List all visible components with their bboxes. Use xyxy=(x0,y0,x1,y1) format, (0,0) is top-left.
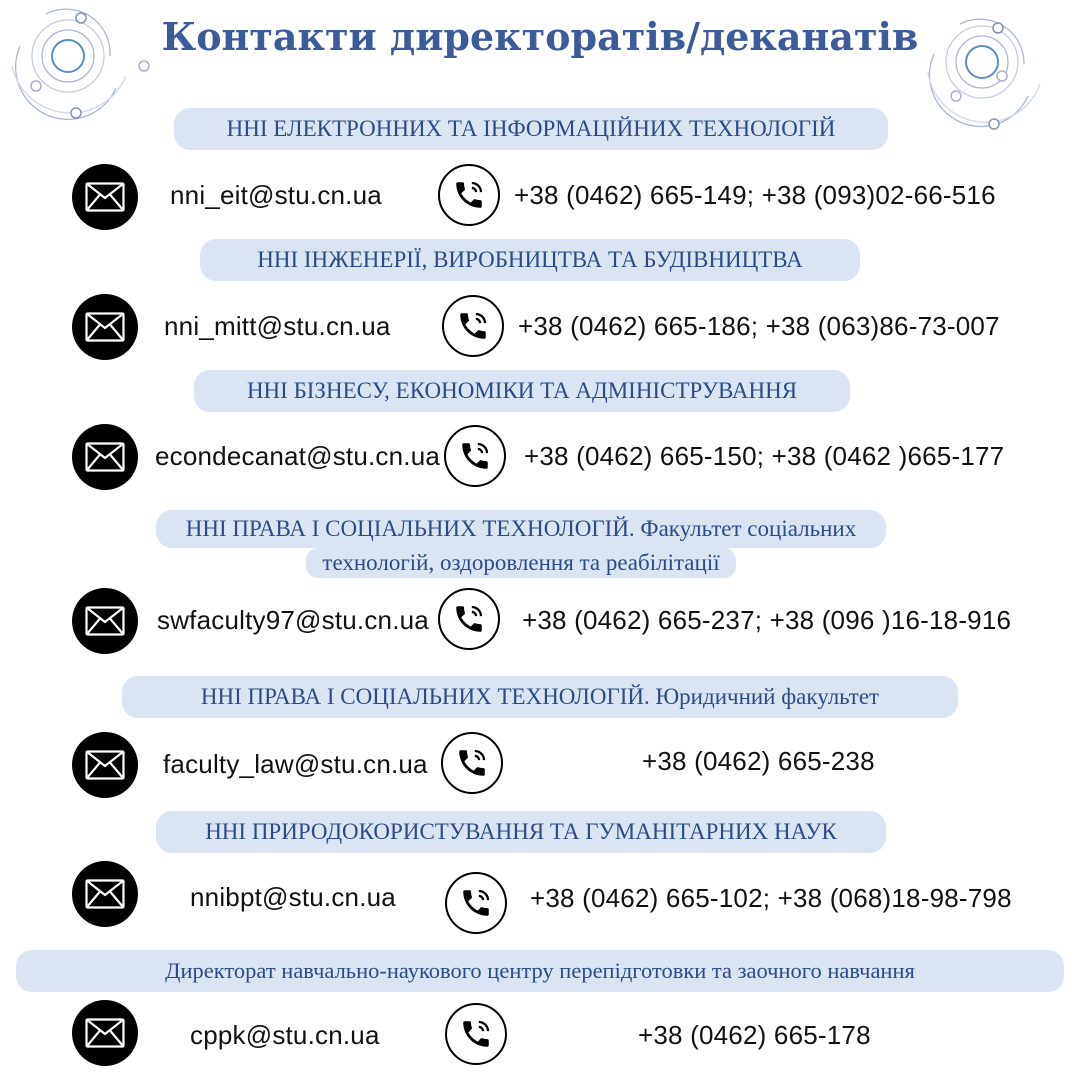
phone-call-icon[interactable] xyxy=(444,425,506,487)
unit-heading-line-2: технологій, оздоровлення та реабілітації xyxy=(306,548,735,578)
phone-call-icon[interactable] xyxy=(442,295,504,357)
unit-heading-law: ННІ ПРАВА І СОЦІАЛЬНИХ ТЕХНОЛОГІЙ. Юридичний факультет xyxy=(122,676,958,718)
envelope-icon xyxy=(72,294,138,360)
phone-call-icon[interactable] xyxy=(438,588,500,650)
unit-heading-retraining-center: Директорат навчально-наукового центру перепідготовки та заочного навчання xyxy=(16,950,1064,992)
envelope-icon xyxy=(72,732,138,798)
phone-numbers: +38 (0462) 665-238 xyxy=(642,746,875,776)
unit-heading-nature-humanities: ННІ ПРИРОДОКОРИСТУВАННЯ ТА ГУМАНІТАРНИХ НАУК xyxy=(156,811,886,853)
phone-numbers: +38 (0462) 665-178 xyxy=(638,1020,871,1050)
email-link[interactable]: nni_eit@stu.cn.ua xyxy=(170,180,382,210)
phone-numbers: +38 (0462) 665-186; +38 (063)86-73-007 xyxy=(518,311,1000,341)
email-link[interactable]: econdecanat@stu.cn.ua xyxy=(155,441,441,471)
phone-call-icon[interactable] xyxy=(438,164,500,226)
unit-heading-line-1: ННІ ПРАВА І СОЦІАЛЬНИХ ТЕХНОЛОГІЙ. Факультет соціальних xyxy=(156,510,886,548)
envelope-icon xyxy=(72,588,138,654)
unit-heading-business: ННІ БІЗНЕСУ, ЕКОНОМІКИ ТА АДМІНІСТРУВАННЯ xyxy=(194,370,850,412)
envelope-icon xyxy=(72,1000,138,1066)
envelope-icon xyxy=(72,424,138,490)
email-link[interactable]: faculty_law@stu.cn.ua xyxy=(163,749,428,779)
email-link[interactable]: cppk@stu.cn.ua xyxy=(190,1020,380,1050)
envelope-icon xyxy=(72,164,138,230)
phone-numbers: +38 (0462) 665-102; +38 (068)18-98-798 xyxy=(530,883,1012,913)
phone-call-icon[interactable] xyxy=(445,1003,507,1065)
email-link[interactable]: swfaculty97@stu.cn.ua xyxy=(157,605,429,635)
envelope-icon xyxy=(72,861,138,927)
unit-heading-social-tech xyxy=(156,510,886,578)
email-link[interactable]: nni_mitt@stu.cn.ua xyxy=(164,311,391,341)
email-link[interactable]: nnibpt@stu.cn.ua xyxy=(190,882,396,912)
phone-numbers: +38 (0462) 665-237; +38 (096 )16-18-916 xyxy=(522,605,1012,635)
unit-heading-eit: ННІ ЕЛЕКТРОННИХ ТА ІНФОРМАЦІЙНИХ ТЕХНОЛОГІЙ xyxy=(174,108,888,150)
page-title: Контакти директоратів/деканатів xyxy=(161,14,919,59)
phone-call-icon[interactable] xyxy=(441,732,503,794)
phone-call-icon[interactable] xyxy=(445,872,507,934)
unit-heading-mitt: ННІ ІНЖЕНЕРІЇ, ВИРОБНИЦТВА ТА БУДІВНИЦТВА xyxy=(200,239,860,281)
phone-numbers: +38 (0462) 665-149; +38 (093)02-66-516 xyxy=(514,180,996,210)
phone-numbers: +38 (0462) 665-150; +38 (0462 )665-177 xyxy=(524,441,1005,471)
